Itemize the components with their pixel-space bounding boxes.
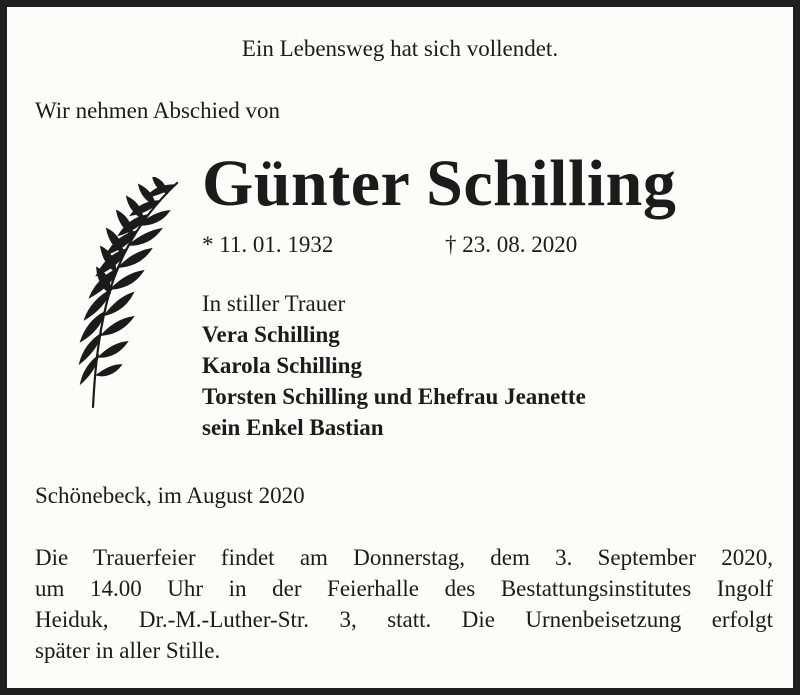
ceremony-line: Die Trauerfeier findet am Donnerstag, dem 3. September 2020, — [35, 545, 773, 570]
birth-date: * 11. 01. 1932 — [202, 232, 334, 257]
palm-frond-icon — [55, 177, 185, 409]
ceremony-line: später in aller Stille. — [35, 638, 221, 663]
mourner-name: sein Enkel Bastian — [202, 415, 384, 440]
mourner-name: Vera Schilling — [202, 322, 340, 347]
ceremony-paragraph — [35, 542, 773, 666]
ceremony-line: um 14.00 Uhr in der Feierhalle des Bestattungsinstitutes Ingolf — [35, 576, 773, 601]
ceremony-line: Heiduk, Dr.-M.-Luther-Str. 3, statt. Die Urnenbeisetzung erfolgt — [35, 607, 773, 632]
farewell-line: Wir nehmen Abschied von — [35, 98, 280, 123]
mourners-intro: In stiller Trauer — [202, 291, 346, 316]
heading-line: Ein Lebensweg hat sich vollendet. — [241, 36, 559, 61]
death-date: † 23. 08. 2020 — [445, 232, 578, 257]
mourner-name: Karola Schilling — [202, 353, 362, 378]
mourner-name: Torsten Schilling und Ehefrau Jeanette — [202, 384, 586, 409]
place-and-date: Schönebeck, im August 2020 — [35, 483, 305, 508]
deceased-name: Günter Schilling — [202, 147, 677, 220]
mourners-block — [202, 290, 586, 445]
